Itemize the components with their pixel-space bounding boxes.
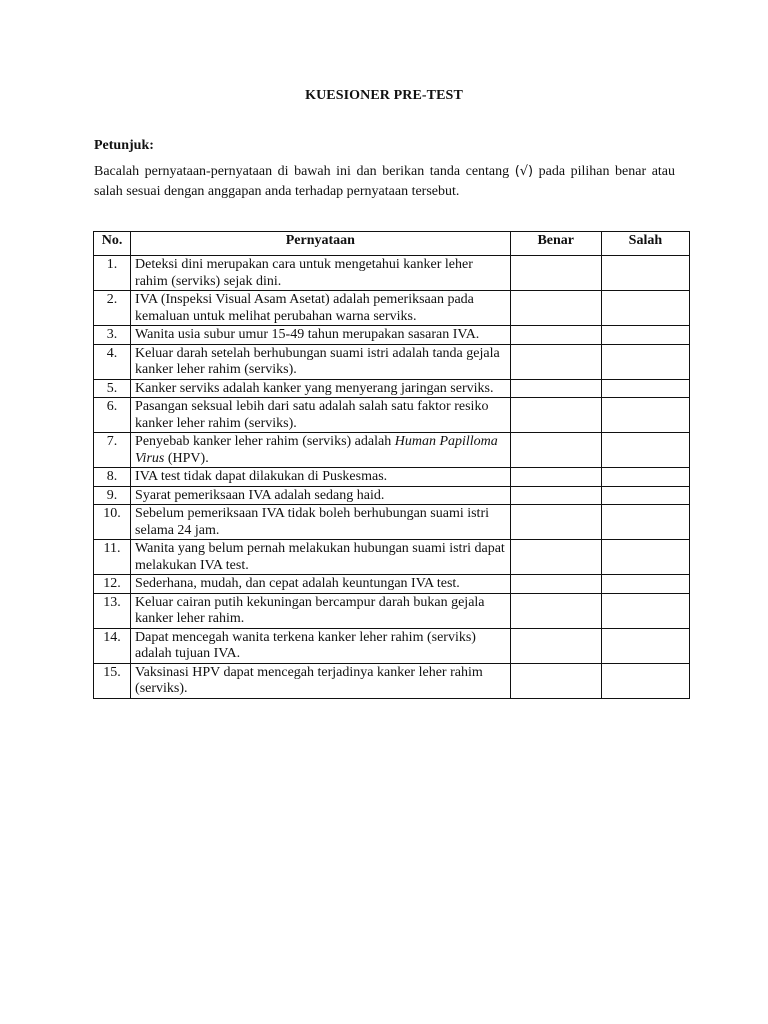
table-row (94, 663, 690, 698)
salah-answer-cell[interactable] (601, 379, 689, 398)
row-number: 10. (94, 505, 131, 540)
salah-answer-cell[interactable] (601, 575, 689, 594)
benar-answer-cell[interactable] (510, 468, 601, 487)
instructions-heading: Petunjuk: (94, 138, 154, 153)
row-number: 12. (94, 575, 131, 594)
row-statement: Dapat mencegah wanita terkena kanker leher rahim (serviks) adalah tujuan IVA. (131, 628, 511, 663)
row-number: 1. (94, 256, 131, 291)
benar-answer-cell[interactable] (510, 575, 601, 594)
row-number: 15. (94, 663, 131, 698)
salah-answer-cell[interactable] (601, 291, 689, 326)
row-statement: Deteksi dini merupakan cara untuk mengetahui kanker leher rahim (serviks) sejak dini. (131, 256, 511, 291)
row-statement: Keluar darah setelah berhubungan suami istri adalah tanda gejala kanker leher rahim (serviks). (131, 344, 511, 379)
benar-answer-cell[interactable] (510, 398, 601, 433)
salah-answer-cell[interactable] (601, 468, 689, 487)
salah-answer-cell[interactable] (601, 326, 689, 345)
table-header-row (94, 232, 690, 256)
check-mark-icon: (√) (514, 164, 534, 179)
row-number: 4. (94, 344, 131, 379)
salah-answer-cell[interactable] (601, 628, 689, 663)
instructions-text-after: pada pilihan benar atau salah sesuai dengan anggapan anda terhadap pernyataan tersebut. (94, 164, 676, 199)
benar-answer-cell[interactable] (510, 486, 601, 505)
benar-answer-cell[interactable] (510, 663, 601, 698)
header-statement: Pernyataan (131, 232, 511, 256)
table-row (94, 344, 690, 379)
salah-answer-cell[interactable] (601, 593, 689, 628)
row-number: 3. (94, 326, 131, 345)
row-number: 8. (94, 468, 131, 487)
table-row (94, 486, 690, 505)
row-number: 14. (94, 628, 131, 663)
row-statement: Wanita yang belum pernah melakukan hubungan suami istri dapat melakukan IVA test. (131, 540, 511, 575)
benar-answer-cell[interactable] (510, 505, 601, 540)
row-statement: Keluar cairan putih kekuningan bercampur darah bukan gejala kanker leher rahim. (131, 593, 511, 628)
table-row (94, 291, 690, 326)
page-title: KUESIONER PRE-TEST (305, 88, 463, 103)
instructions-text (94, 162, 675, 202)
row-statement: Pasangan seksual lebih dari satu adalah salah satu faktor resiko kanker leher rahim (serviks). (131, 398, 511, 433)
benar-answer-cell[interactable] (510, 291, 601, 326)
row-statement: Sebelum pemeriksaan IVA tidak boleh berhubungan suami istri selama 24 jam. (131, 505, 511, 540)
row-statement: Kanker serviks adalah kanker yang menyerang jaringan serviks. (131, 379, 511, 398)
questionnaire-table (93, 231, 690, 699)
table-row (94, 326, 690, 345)
row-number: 7. (94, 433, 131, 468)
benar-answer-cell[interactable] (510, 344, 601, 379)
row-number: 6. (94, 398, 131, 433)
row-statement-italic: Human Papilloma Virus (135, 434, 498, 466)
row-statement: Vaksinasi HPV dapat mencegah terjadinya kanker leher rahim (serviks). (131, 663, 511, 698)
table-row (94, 628, 690, 663)
row-statement (131, 433, 511, 468)
table-row (94, 505, 690, 540)
salah-answer-cell[interactable] (601, 540, 689, 575)
row-number: 5. (94, 379, 131, 398)
benar-answer-cell[interactable] (510, 628, 601, 663)
row-statement-text-end: (HPV). (164, 450, 209, 466)
salah-answer-cell[interactable] (601, 344, 689, 379)
table-row (94, 398, 690, 433)
benar-answer-cell[interactable] (510, 540, 601, 575)
row-number: 11. (94, 540, 131, 575)
benar-answer-cell[interactable] (510, 256, 601, 291)
table-row (94, 468, 690, 487)
salah-answer-cell[interactable] (601, 505, 689, 540)
header-benar: Benar (510, 232, 601, 256)
salah-answer-cell[interactable] (601, 486, 689, 505)
table-row (94, 575, 690, 594)
salah-answer-cell[interactable] (601, 398, 689, 433)
header-salah: Salah (601, 232, 689, 256)
salah-answer-cell[interactable] (601, 433, 689, 468)
row-statement: Syarat pemeriksaan IVA adalah sedang haid. (131, 486, 511, 505)
row-number: 13. (94, 593, 131, 628)
benar-answer-cell[interactable] (510, 593, 601, 628)
row-number: 9. (94, 486, 131, 505)
table-row (94, 433, 690, 468)
benar-answer-cell[interactable] (510, 379, 601, 398)
row-number: 2. (94, 291, 131, 326)
salah-answer-cell[interactable] (601, 663, 689, 698)
table-row (94, 593, 690, 628)
header-no: No. (94, 232, 131, 256)
table-row (94, 256, 690, 291)
table-row (94, 379, 690, 398)
row-statement: IVA (Inspeksi Visual Asam Asetat) adalah pemeriksaan pada kemaluan untuk melihat perubahan warna serviks. (131, 291, 511, 326)
row-statement: Wanita usia subur umur 15-49 tahun merupakan sasaran IVA. (131, 326, 511, 345)
benar-answer-cell[interactable] (510, 326, 601, 345)
salah-answer-cell[interactable] (601, 256, 689, 291)
benar-answer-cell[interactable] (510, 433, 601, 468)
row-statement: IVA test tidak dapat dilakukan di Puskesmas. (131, 468, 511, 487)
row-statement: Sederhana, mudah, dan cepat adalah keuntungan IVA test. (131, 575, 511, 594)
table-row (94, 540, 690, 575)
instructions-text-before: Bacalah pernyataan-pernyataan di bawah ini dan berikan tanda centang (94, 164, 515, 179)
row-statement-text: Penyebab kanker leher rahim (serviks) adalah (135, 434, 395, 449)
